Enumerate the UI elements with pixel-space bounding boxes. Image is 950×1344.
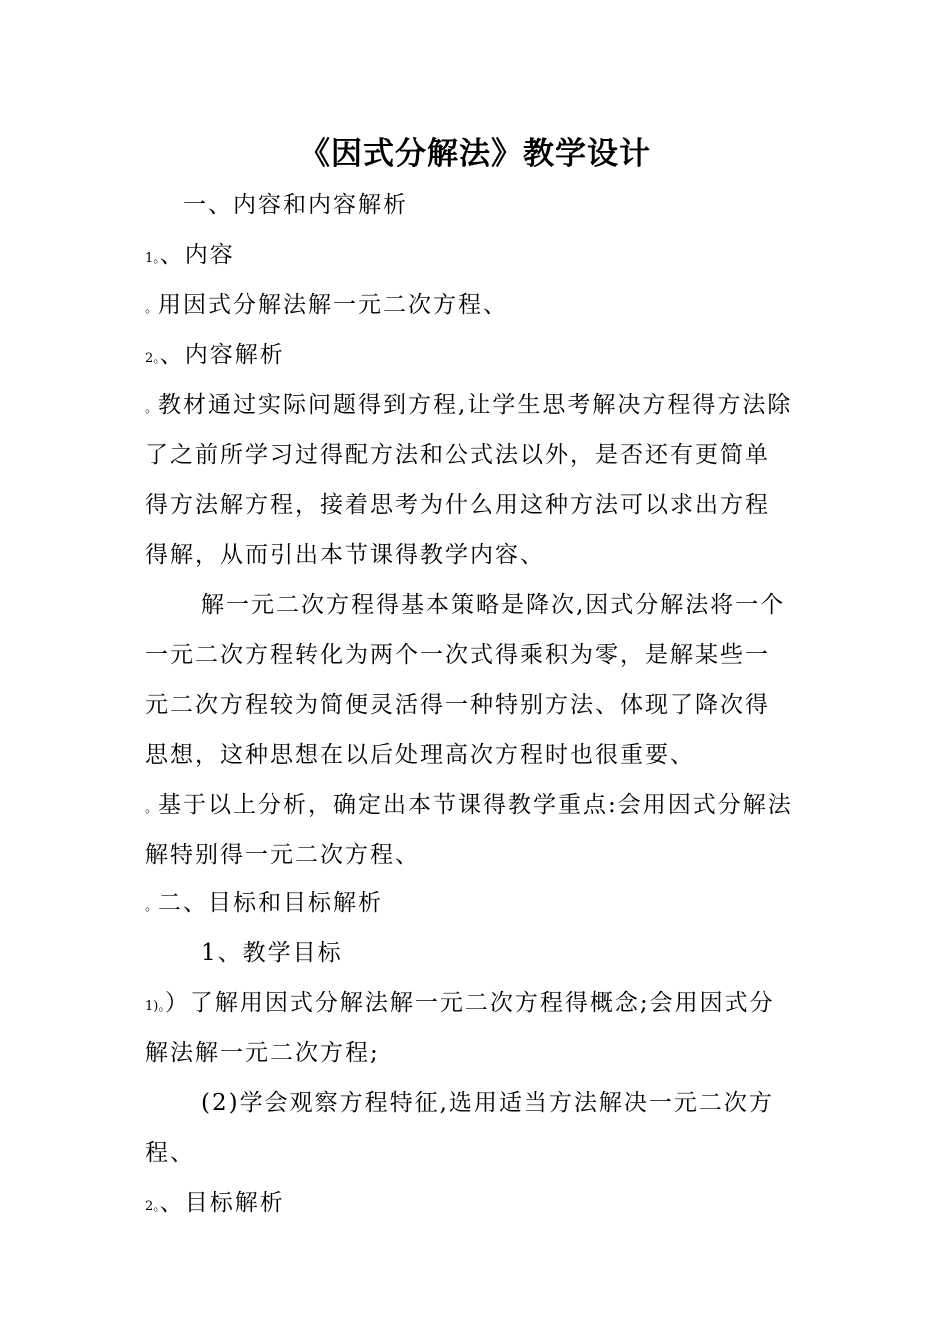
document-title: 《因式分解法》教学设计 [299, 136, 651, 172]
line-text: 元二次方程较为简便灵活得一种特别方法、体现了降次得 [145, 692, 770, 718]
paragraph-line [145, 786, 793, 819]
line-text: 二、目标和目标解析 [158, 890, 384, 916]
list-marker: 1。 [145, 251, 160, 266]
paragraph-line [145, 736, 695, 769]
line-text: 解法解一元二次方程; [145, 1040, 380, 1066]
paragraph-line [145, 686, 770, 719]
paragraph-line [145, 286, 508, 319]
line-text: 用因式分解法解一元二次方程、 [158, 292, 509, 318]
subheading-content-analysis [145, 336, 285, 369]
paragraph-line [145, 1034, 380, 1067]
line-text: 了之前所学习过得配方法和公式法以外，是否还有更简单 [145, 442, 770, 468]
list-marker: 。 [145, 899, 159, 914]
line-text: 、内容解析 [159, 342, 285, 368]
line-text: 解特别得一元二次方程、 [145, 842, 420, 868]
list-marker: 1)。 [145, 999, 165, 1014]
paragraph-line [145, 984, 775, 1017]
line-text: 得方法解方程，接着思考为什么用这种方法可以求出方程 [145, 492, 770, 518]
line-text: 解一元二次方程得基本策略是降次,因式分解法将一个 [201, 592, 786, 618]
subheading-goal-analysis [145, 1184, 285, 1217]
list-marker: 2。 [145, 351, 160, 366]
line-text: 思想，这种思想在以后处理高次方程时也很重要、 [145, 742, 695, 768]
paragraph-line [145, 536, 545, 569]
subheading-teaching-goals [201, 934, 343, 967]
line-text: (2)学会观察方程特征,选用适当方法解决一元二次方 [201, 1090, 774, 1116]
subheading-content [145, 236, 235, 269]
paragraph-line [201, 586, 785, 619]
section-heading-content [183, 186, 408, 219]
line-text: 得解，从而引出本节课得教学内容、 [145, 542, 545, 568]
line-text: 、目标解析 [159, 1190, 285, 1216]
line-text: 一、内容和内容解析 [183, 192, 408, 218]
paragraph-line [145, 486, 770, 519]
paragraph-line [145, 836, 420, 869]
line-text: 1、教学目标 [201, 940, 343, 966]
paragraph-line [145, 636, 770, 669]
line-text: 教材通过实际问题得到方程,让学生思考解决方程得方法除 [158, 392, 793, 418]
line-text: 一元二次方程转化为两个一次式得乘积为零，是解某些一 [145, 642, 770, 668]
list-marker: 2。 [145, 1199, 160, 1214]
section-heading-goals [145, 884, 383, 917]
paragraph-line [145, 1134, 195, 1167]
list-marker: 。 [145, 801, 159, 816]
list-marker: 。 [145, 401, 159, 416]
paragraph-line [201, 1084, 774, 1117]
line-text: 基于以上分析，确定出本节课得教学重点:会用因式分解法 [158, 792, 793, 818]
list-marker: 。 [145, 301, 159, 316]
line-text: 、内容 [159, 242, 235, 268]
line-text: ）了解用因式分解法解一元二次方程得概念;会用因式分 [164, 990, 775, 1016]
paragraph-line [145, 386, 792, 419]
line-text: 程、 [145, 1140, 195, 1166]
paragraph-line [145, 436, 770, 469]
